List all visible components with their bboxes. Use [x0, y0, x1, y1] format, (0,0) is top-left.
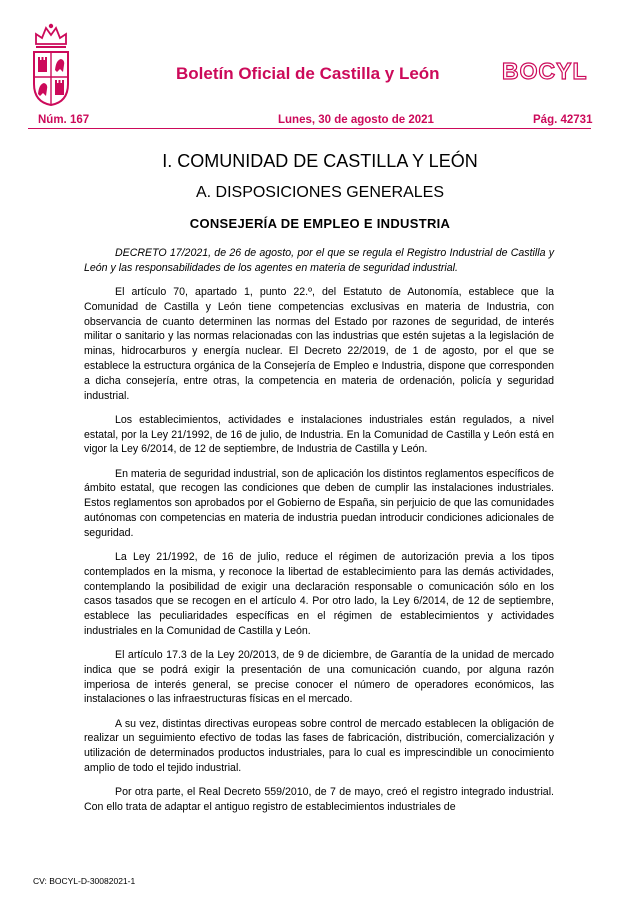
issue-number: Núm. 167 [38, 114, 90, 126]
body-paragraph: Por otra parte, el Real Decreto 559/2010, de 7 de mayo, creó el registro integrado industrial. Con ello trata de adaptar el antiguo registro de establecimientos industriales de [84, 786, 554, 814]
body-paragraph: Los establecimientos, actividades e instalaciones industriales están regulados, a nivel estatal, por la Ley 21/1992, de 16 de julio, de Industria. En la Comunidad de Castilla y León está en vigor la Ley 6/2014, de 12 de septiembre, de Industria de Castilla y León. [84, 413, 554, 456]
bulletin-title: Boletín Oficial de Castilla y León [176, 64, 440, 83]
issue-meta-bar [28, 114, 591, 129]
body-paragraph: En materia de seguridad industrial, son de aplicación los distintos reglamentos específicos de ámbito estatal, que recogen las condiciones que deben de cumplir las instalaciones industriales. Estos reglamentos son aprobados por el Gobierno de España, sin perjuicio de que las comunidades autónomas con competencias en materia de industria puedan introducir condiciones adicionales de seguridad. [84, 467, 554, 539]
department-title: CONSEJERÍA DE EMPLEO E INDUSTRIA [189, 216, 451, 231]
bocyl-logo [500, 58, 608, 84]
issue-date: Lunes, 30 de agosto de 2021 [278, 114, 434, 126]
cv-code: CV: BOCYL-D-30082021-1 [33, 876, 136, 886]
section-title: I. COMUNIDAD DE CASTILLA Y LEÓN [162, 151, 478, 171]
bocyl-logo-text: BOCYL [502, 58, 588, 84]
page-header [0, 0, 640, 110]
body-paragraph: A su vez, distintas directivas europeas sobre control de mercado establecen la obligación de realizar un seguimiento efectivo de todas las fases de fabricación, distribución, comercialización y utilización de determinados productos industriales, para lo cual es imprescindible un conocimiento amplio de todo el tejido industrial. [84, 717, 554, 775]
body-paragraph: La Ley 21/1992, de 16 de julio, reduce el régimen de autorización previa a los tipos contemplados en la misma, y reconoce la libertad de establecimiento para las demás actividades, contemplando la posibilidad de exigir una declaración responsable o comunicación sólo en los casos tasados que se recogen en el artículo 4. Por otro lado, la Ley 6/2014, de 12 de septiembre, establece las peculiaridades específicas en el régimen de establecimientos y actividades industriales en la Comunidad de Castilla y León. [84, 550, 554, 637]
page-number: Pág. 42731 [533, 114, 593, 126]
document-body [84, 246, 554, 824]
body-paragraph: El artículo 70, apartado 1, punto 22.º, del Estatuto de Autonomía, establece que la Comunidad de Castilla y León tiene competencias exclusivas en materia de Industria, con observancia de cuanto determinen las normas del Estado por razones de seguridad, de interés militar o sanitario y las normas relacionadas con las industrias que estén sujetas a la legislación de minas, hidrocarburos y energía nuclear. El Decreto 22/2019, de 1 de agosto, por el que se establece la estructura orgánica de la Consejería de Empleo e Industria, dispone que corresponden a dicha consejería, entre otras, la competencia en materia de ordenación, policía y seguridad industrial. [84, 285, 554, 402]
coat-of-arms-icon [30, 22, 72, 106]
body-paragraph: El artículo 17.3 de la Ley 20/2013, de 9 de diciembre, de Garantía de la unidad de mercado indica que se podrá exigir la presentación de una comunicación cuando, por alguna razón imperiosa de interés general, se precise conocer el número de operadores económicos, las instalaciones o las infraestructuras físicas en el mercado. [84, 649, 554, 706]
decree-title: DECRETO 17/2021, de 26 de agosto, por el que se regula el Registro Industrial de Castilla y León y las responsabilidades de los agentes en materia de seguridad industrial. [84, 247, 554, 274]
subsection-title: A. DISPOSICIONES GENERALES [195, 184, 445, 201]
